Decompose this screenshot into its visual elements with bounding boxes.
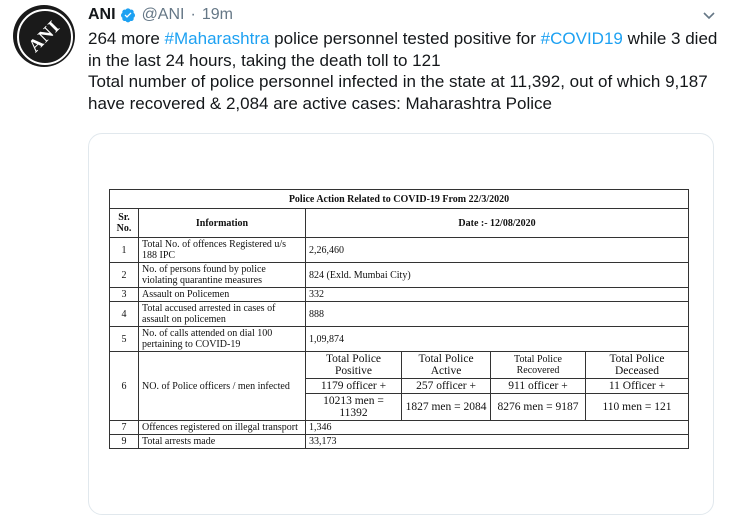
- table-row: [110, 263, 689, 288]
- info-cell: Total No. of offences Registered u/s 188 IPC: [139, 238, 306, 263]
- hashtag-maharashtra[interactable]: #Maharashtra: [164, 29, 270, 48]
- active-total: 1827 men = 2084: [402, 394, 491, 421]
- info-cell: No. of persons found by police violating quarantine measures: [139, 263, 306, 288]
- recovered-total: 8276 men = 9187: [491, 394, 586, 421]
- user-handle[interactable]: @ANI: [141, 6, 185, 23]
- sr-cell: 1: [110, 238, 139, 263]
- value-cell: 888: [306, 302, 689, 327]
- display-name[interactable]: ANI: [88, 6, 116, 23]
- table-row: [110, 352, 689, 379]
- active-officers: 257 officer +: [402, 379, 491, 394]
- table-row: [110, 238, 689, 263]
- info-cell: Offences registered on illegal transport: [139, 421, 306, 435]
- info-cell: Assault on Policemen: [139, 288, 306, 302]
- info-cell: Total accused arrested in cases of assault on policemen: [139, 302, 306, 327]
- tweet-line-1: [88, 28, 728, 71]
- table-row: [110, 302, 689, 327]
- attached-image[interactable]: [88, 133, 714, 515]
- table-row: [110, 435, 689, 449]
- text-segment: 264 more: [88, 29, 165, 48]
- table-row: [110, 421, 689, 435]
- positive-officers: 1179 officer +: [306, 379, 402, 394]
- deceased-officers: 11 Officer +: [585, 379, 688, 394]
- col-sr-no: Sr. No.: [110, 209, 139, 238]
- separator-dot: ·: [190, 6, 196, 23]
- tweet-line-2: Total number of police personnel infected in the state at 11,392, out of which 9,187 have recovered & 2,084 are active cases: Maharashtra Police: [88, 72, 708, 113]
- value-cell: 332: [306, 288, 689, 302]
- info-cell: NO. of Police officers / men infected: [139, 352, 306, 421]
- value-cell: 824 (Exld. Mumbai City): [306, 263, 689, 288]
- col-information: Information: [139, 209, 306, 238]
- avatar[interactable]: [13, 5, 75, 67]
- sr-cell: 4: [110, 302, 139, 327]
- value-cell: 2,26,460: [306, 238, 689, 263]
- value-cell: 1,09,874: [306, 327, 689, 352]
- sr-cell: 7: [110, 421, 139, 435]
- tweet-text: [88, 28, 728, 114]
- hashtag-covid19[interactable]: #COVID19: [540, 29, 623, 48]
- sr-cell: 3: [110, 288, 139, 302]
- table-row: [110, 288, 689, 302]
- sr-cell: 5: [110, 327, 139, 352]
- police-action-table: [109, 189, 689, 449]
- sr-cell: 6: [110, 352, 139, 421]
- recovered-header: Total Police Recovered: [491, 352, 586, 379]
- text-segment: while 3 died in the last 24 hours, taking the death toll to 121: [88, 29, 718, 70]
- table-row: [110, 327, 689, 352]
- active-header: Total Police Active: [402, 352, 491, 379]
- text-segment: police personnel tested positive for: [269, 29, 541, 48]
- verified-badge-icon: [120, 7, 136, 23]
- value-cell: 33,173: [306, 435, 689, 449]
- table-title: Police Action Related to COVID-19 From 22/3/2020: [110, 190, 689, 209]
- positive-header: Total Police Positive: [306, 352, 402, 379]
- sr-cell: 9: [110, 435, 139, 449]
- col-date: Date :- 12/08/2020: [306, 209, 689, 238]
- deceased-total: 110 men = 121: [585, 394, 688, 421]
- deceased-header: Total Police Deceased: [585, 352, 688, 379]
- ani-logo: ANI: [24, 16, 64, 56]
- sr-cell: 2: [110, 263, 139, 288]
- value-cell: 1,346: [306, 421, 689, 435]
- recovered-officers: 911 officer +: [491, 379, 586, 394]
- timestamp[interactable]: 19m: [201, 6, 233, 23]
- chevron-down-icon[interactable]: [701, 7, 717, 23]
- positive-total: 10213 men = 11392: [306, 394, 402, 421]
- tweet-header: [88, 5, 233, 25]
- info-cell: Total arrests made: [139, 435, 306, 449]
- info-cell: No. of calls attended on dial 100 pertaining to COVID-19: [139, 327, 306, 352]
